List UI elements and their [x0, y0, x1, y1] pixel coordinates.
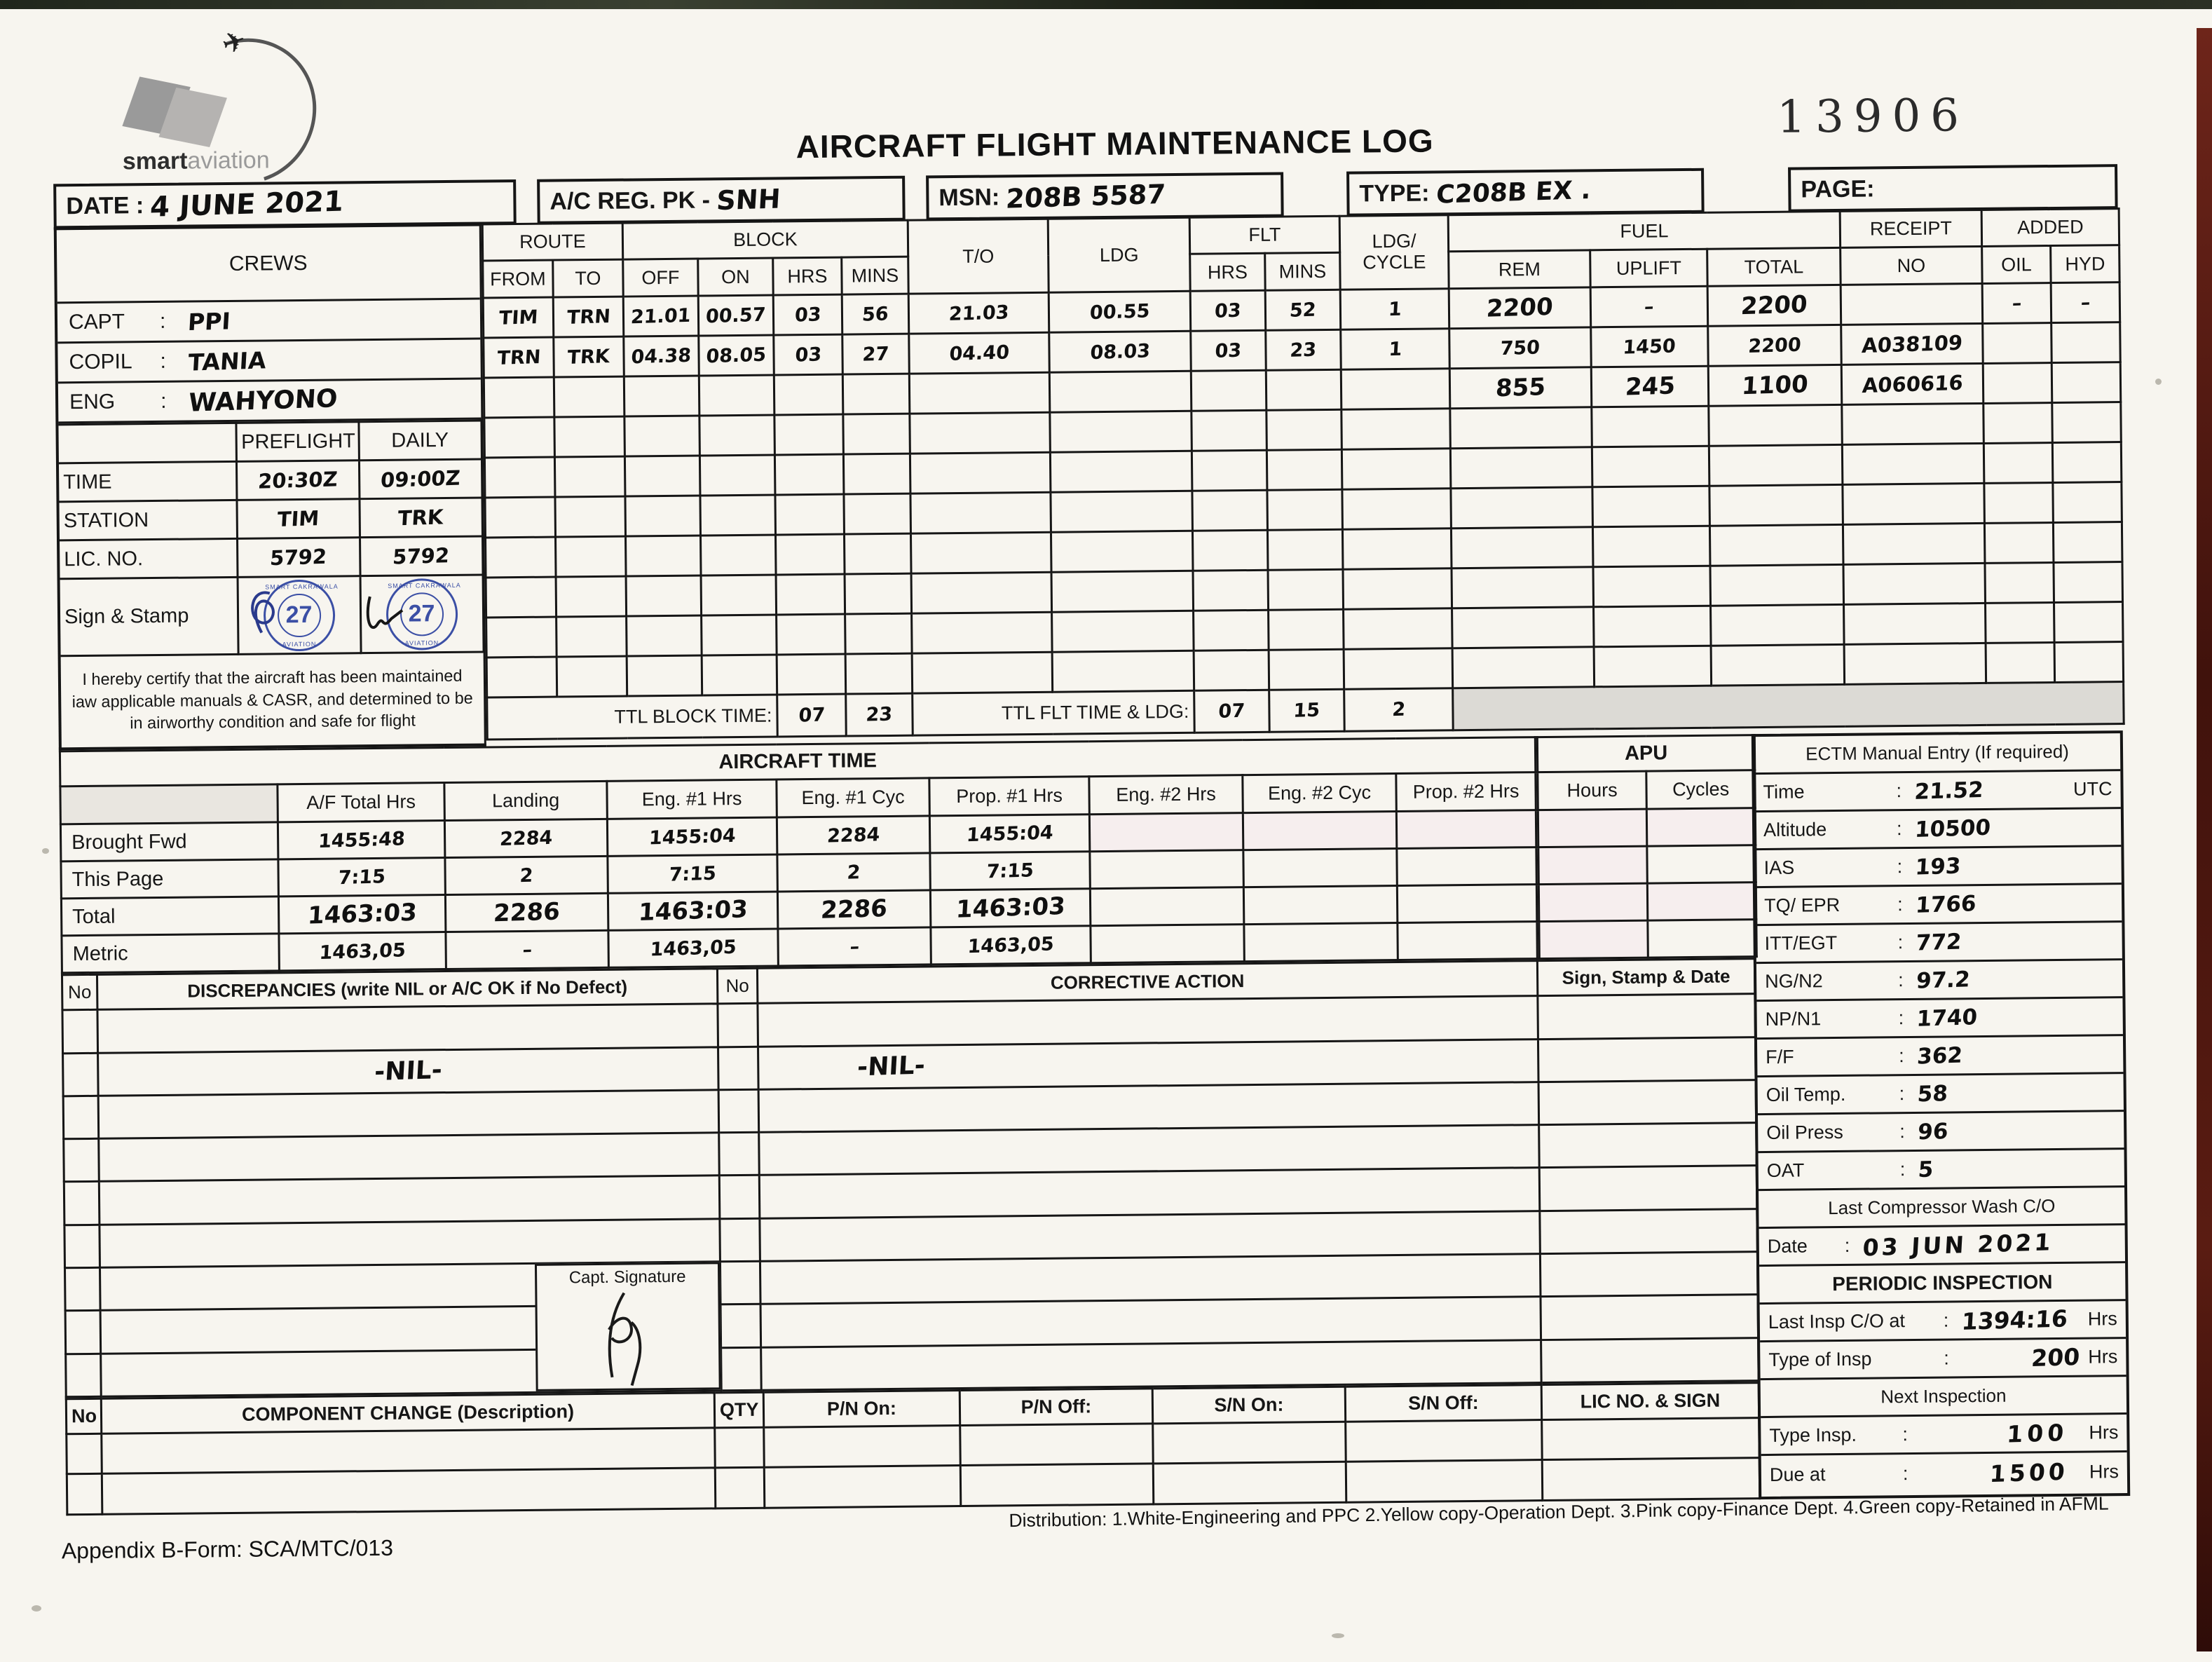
next-inspection-title: Next Inspection	[1761, 1377, 2126, 1418]
fuel-rem-value: 855	[1494, 373, 1547, 403]
totals-gray-cell	[1453, 682, 2124, 730]
fuel-total-value: 2200	[1747, 334, 1802, 357]
ectm-label: Oil Press	[1766, 1121, 1843, 1143]
total-header: TOTAL	[1707, 247, 1841, 286]
value: 2	[519, 864, 534, 887]
flt-header: FLT	[1189, 216, 1339, 254]
daily-header: DAILY	[358, 421, 482, 461]
ectm-label: F/F	[1766, 1046, 1794, 1068]
value: 2284	[826, 823, 881, 847]
no-header: No	[66, 1398, 101, 1433]
ttl-flt-hrs: 07	[1217, 700, 1246, 723]
col-header: Eng. #1 Cyc	[777, 778, 930, 817]
page-field	[1788, 164, 2118, 212]
apu-cycles-header: Cycles	[1646, 770, 1756, 809]
lower-left	[59, 734, 1759, 1515]
to-value: TRK	[567, 345, 611, 369]
uplift-header: UPLIFT	[1590, 249, 1708, 287]
capt-signature	[575, 1287, 681, 1393]
from-value: TRN	[496, 346, 541, 369]
hrs-header: HRS	[773, 257, 842, 295]
col-header: Eng. #2 Hrs	[1089, 775, 1243, 815]
fuel-rem-value: 2200	[1485, 292, 1554, 323]
ttl-block-hrs: 07	[798, 704, 826, 727]
hrs-unit: Hrs	[2087, 1308, 2117, 1330]
flt-mins-value: 23	[1289, 339, 1318, 362]
station-label: STATION	[59, 500, 237, 540]
reg-label: A/C REG. PK -	[549, 186, 711, 215]
pfd-header-row	[58, 421, 482, 463]
ttl-flt-mins: 15	[1292, 699, 1321, 722]
fuel-header: FUEL	[1448, 211, 1841, 251]
apu-row-empty	[1538, 808, 1756, 847]
flight-log-table	[482, 207, 2125, 740]
scan-speck	[42, 848, 49, 854]
ectm-value: 193	[1914, 853, 1962, 880]
ectm-panel	[1752, 730, 2130, 1499]
value: 2	[846, 861, 861, 884]
takeoff-value: 04.40	[948, 341, 1010, 365]
takeoff-value: 21.03	[948, 301, 1010, 325]
flt-hrs-header: HRS	[1190, 253, 1266, 291]
msn-label: MSN:	[938, 183, 1000, 211]
rem-header: REM	[1449, 250, 1590, 289]
ectm-row: OAT : 5	[1759, 1150, 2124, 1191]
landing-value: 08.03	[1089, 339, 1151, 364]
pfd-sign-row	[60, 575, 484, 656]
colon: :	[159, 309, 166, 333]
distribution-note: Distribution: 1.White-Engineering and PPC 2.Yellow copy-Operation Dept. 3.Pink copy-Finance Dept. 4.Green copy-Retained in AFML	[1009, 1492, 2109, 1532]
stamp-arc-text: SMART CAKRAWALA	[265, 582, 339, 591]
value: 7:15	[668, 862, 717, 886]
ectm-value: 362	[1916, 1042, 1963, 1070]
ectm-value: 10500	[1913, 815, 1992, 843]
ectm-row: NG/N2 : 97.2	[1756, 960, 2122, 1002]
form-body	[54, 207, 2131, 1515]
stamp-arc-text: SMART CAKRAWALA	[388, 581, 461, 590]
sn-off-header: S/N Off:	[1345, 1385, 1541, 1422]
on-header: ON	[698, 258, 774, 296]
on-value: 08.05	[705, 343, 767, 367]
scan-speck	[2155, 379, 2162, 385]
colon: :	[160, 389, 167, 413]
to-value: TRN	[566, 305, 611, 329]
value: 1455:48	[317, 827, 406, 852]
receipt-value: A060616	[1861, 370, 1964, 398]
preflight-signature	[243, 580, 292, 644]
fuel-uplift-value: –	[1644, 295, 1655, 318]
due-at-label: Due at	[1769, 1463, 1826, 1485]
type-of-insp-label: Type of Insp	[1768, 1348, 1872, 1370]
ectm-row: Altitude : 10500	[1755, 809, 2121, 850]
preflight-stamp-cell	[243, 577, 355, 653]
ectm-row: IAS : 193	[1755, 847, 2121, 888]
apu-row-empty	[1538, 883, 1756, 922]
flt-mins-value: 52	[1289, 299, 1317, 322]
colon: :	[160, 349, 167, 373]
hrs-unit: Hrs	[2088, 1346, 2118, 1368]
lic-daily: 5792	[392, 543, 451, 569]
form-reference: Appendix B-Form: SCA/MTC/013	[61, 1534, 394, 1564]
col-header: Landing	[444, 781, 608, 820]
qty-header: QTY	[714, 1392, 763, 1428]
next-type-value: 100	[2006, 1418, 2069, 1448]
component-change-header: COMPONENT CHANGE (Description)	[101, 1393, 714, 1433]
logo-word-bold: smart	[122, 147, 188, 175]
scan-edge-right	[2197, 28, 2212, 1651]
ectm-value: 1766	[1915, 890, 1977, 918]
hyd-header: HYD	[2051, 245, 2120, 283]
daily-signature	[362, 582, 412, 646]
no-header: No	[62, 974, 97, 1010]
value: 7:15	[985, 859, 1035, 883]
to-col-header: TO	[553, 259, 624, 297]
scan-edge-top	[0, 0, 2212, 9]
apu-row-empty	[1539, 920, 1757, 959]
fuel-rem-value: 750	[1499, 336, 1541, 360]
receipt-value: A038109	[1861, 330, 1963, 358]
ectm-row: Oil Temp. : 58	[1757, 1074, 2123, 1115]
pfd-lic-row	[60, 536, 483, 579]
ectm-value: 58	[1916, 1080, 1948, 1107]
ectm-label: Time	[1763, 781, 1805, 803]
block-header: BLOCK	[622, 220, 908, 259]
from-header: FROM	[483, 260, 554, 298]
compressor-wash-title: Last Compressor Wash C/O	[1759, 1187, 2124, 1229]
value: 2286	[820, 894, 889, 925]
type-of-insp-value: 200	[2030, 1342, 2081, 1372]
capt-signature-label: Capt. Signature	[568, 1267, 686, 1288]
periodic-inspection-title: PERIODIC INSPECTION	[1759, 1263, 2125, 1305]
eng-name: WAHYONO	[187, 383, 339, 418]
ectm-title: ECTM Manual Entry (If required)	[1754, 733, 2120, 775]
mins-value: 27	[861, 343, 890, 366]
cycle-value: 1	[1388, 338, 1402, 360]
ectm-label: TQ/ EPR	[1763, 894, 1841, 916]
row-label: Metric	[62, 934, 279, 973]
value: 2284	[499, 826, 554, 850]
row-label: Brought Fwd	[60, 822, 278, 861]
next-type-label: Type Insp.	[1769, 1424, 1857, 1446]
sn-on-header: S/N On:	[1152, 1387, 1345, 1424]
utc-unit: UTC	[2073, 778, 2112, 800]
ectm-row: NP/N1 : 1740	[1756, 998, 2122, 1040]
fuel-total-value: 2200	[1740, 290, 1808, 321]
sign-stamp-label: Sign & Stamp	[60, 577, 238, 655]
last-insp-value: 1394:16	[1960, 1305, 2069, 1335]
ttl-flt-label: TTL FLT TIME & LDG:	[913, 690, 1195, 735]
lic-sign-header: LIC NO. & SIGN	[1541, 1383, 1759, 1420]
mins-header: MINS	[842, 257, 909, 294]
apu-header-row	[1538, 770, 1756, 810]
time-preflight: 20:30Z	[257, 466, 339, 493]
hrs-unit: Hrs	[2089, 1422, 2119, 1443]
capt-row	[57, 300, 481, 344]
crews-panel	[54, 224, 486, 751]
logo-word-light: aviation	[187, 147, 270, 175]
no-header: No	[717, 968, 757, 1004]
lower-section	[59, 730, 2130, 1515]
preflight-header: PREFLIGHT	[235, 422, 359, 462]
form-serial-number: 13906	[1776, 90, 1969, 144]
oil-value: –	[2011, 292, 2023, 315]
row-label: This Page	[61, 859, 278, 899]
time-daily: 09:00Z	[379, 465, 461, 492]
hrs-value: 03	[793, 303, 822, 327]
col-header: Eng. #1 Hrs	[607, 779, 777, 819]
daily-stamp-cell	[365, 576, 478, 653]
off-value: 21.01	[630, 304, 692, 328]
last-insp-row: Last Insp C/O at : 1394:16 Hrs	[1760, 1301, 2126, 1342]
apu-table	[1536, 734, 1758, 960]
ectm-label: NG/N2	[1765, 970, 1823, 992]
aircraft-time-title: AIRCRAFT TIME	[60, 737, 1535, 786]
stamp-arc-text: AVIATION	[404, 639, 439, 647]
type-label: TYPE:	[1359, 179, 1430, 207]
fuel-uplift-value: 1450	[1623, 334, 1677, 359]
stamp-arc-text: AVIATION	[282, 640, 317, 648]
plane-icon: ✈	[218, 24, 250, 62]
due-at-value: 1500	[1988, 1457, 2070, 1487]
aircraft-time-band	[59, 734, 1754, 974]
ectm-value: 1740	[1916, 1004, 1979, 1032]
pfd-time-row	[59, 459, 482, 502]
pn-off-header: P/N Off:	[960, 1389, 1152, 1426]
flight-log-band	[54, 207, 2123, 750]
apu-row-empty	[1538, 845, 1756, 885]
date-value: 4 JUNE 2021	[149, 185, 345, 224]
discrepancies-table	[61, 958, 1760, 1398]
corrective-action-header: CORRECTIVE ACTION	[757, 961, 1537, 1004]
landing-value: 00.55	[1088, 299, 1151, 324]
airworthiness-certification-text: I hereby certify that the aircraft has been maintained iaw applicable manuals & CASR, and determined to be in airworthy condition and safe for flight	[71, 666, 473, 733]
value: –	[849, 935, 860, 958]
aircraft-reg-field	[537, 176, 906, 224]
fuel-uplift-value: 245	[1624, 372, 1676, 402]
from-value: TIM	[498, 306, 539, 329]
component-change-table	[65, 1382, 1761, 1515]
receipt-header: RECEIPT	[1840, 210, 1981, 247]
mins-value: 56	[861, 303, 889, 326]
value: 1463,05	[967, 932, 1055, 958]
msn-field	[926, 172, 1284, 221]
ectm-value: 772	[1915, 929, 1962, 956]
on-value: 00.57	[705, 304, 767, 327]
reg-value: SNH	[716, 183, 781, 217]
ectm-label: Oil Temp.	[1766, 1083, 1846, 1105]
ectm-value: 5	[1917, 1156, 1934, 1183]
ldg-cycle-header: LDG/ CYCLE	[1339, 215, 1449, 290]
aircraft-time-table	[59, 736, 1538, 974]
msn-value: 208B 5587	[1005, 178, 1167, 214]
scan-speck	[32, 1605, 41, 1612]
ectm-time-row: Time : 21.52 UTC	[1754, 771, 2120, 812]
page-title: AIRCRAFT FLIGHT MAINTENANCE LOG	[796, 122, 1434, 165]
off-header: OFF	[623, 259, 699, 297]
cycle-value: 1	[1387, 298, 1402, 320]
ectm-value: 97.2	[1916, 966, 1971, 994]
ectm-row: TQ/ EPR : 1766	[1756, 885, 2122, 926]
ttl-block-label: TTL BLOCK TIME:	[487, 695, 778, 740]
eng-row	[58, 380, 482, 424]
capt-signature-box	[535, 1262, 721, 1391]
receipt-no-header: NO	[1841, 246, 1982, 285]
ldg-header: LDG	[1048, 217, 1190, 292]
lic-label: LIC. NO.	[60, 538, 238, 578]
discrepancies-header: DISCREPANCIES (write NIL or A/C OK if No Defect)	[97, 969, 717, 1010]
eng-label: ENG	[69, 390, 116, 414]
sign-stamp-date-header: Sign, Stamp & Date	[1537, 959, 1754, 996]
lic-preflight: 5792	[269, 544, 328, 570]
nil-entry: -NIL-	[373, 1056, 443, 1087]
oil-header: OIL	[1982, 246, 2051, 284]
ectm-row: ITT/EGT : 772	[1756, 922, 2122, 964]
pn-on-header: P/N On:	[763, 1391, 960, 1428]
ttl-ldg-count: 2	[1391, 698, 1406, 721]
flt-mins-header: MINS	[1265, 252, 1341, 290]
col-header: Prop. #1 Hrs	[929, 777, 1090, 816]
nil-entry: -NIL-	[856, 1051, 926, 1082]
ectm-row: Oil Press : 96	[1758, 1112, 2124, 1153]
apu-title: APU	[1537, 735, 1754, 772]
pfd-station-row	[59, 498, 482, 540]
ectm-label: Altitude	[1763, 819, 1827, 840]
flt-hrs-value: 03	[1214, 299, 1242, 322]
smart-aviation-logo	[111, 24, 302, 178]
next-type-row: Type Insp. : 100 Hrs	[1761, 1415, 2126, 1456]
copil-name: TANIA	[187, 346, 267, 376]
hyd-value: –	[2080, 291, 2091, 314]
col-header: Eng. #2 Cyc	[1243, 774, 1397, 813]
off-value: 04.38	[630, 344, 692, 368]
value: –	[521, 939, 533, 961]
col-header: Prop. #2 Hrs	[1396, 772, 1536, 812]
copil-label: COPIL	[69, 350, 132, 374]
compressor-wash-date-row: Date : 03 JUN 2021	[1759, 1225, 2125, 1267]
station-daily: TRK	[397, 504, 444, 530]
fuel-total-value: 1100	[1741, 370, 1810, 401]
ttl-block-mins: 23	[865, 703, 894, 726]
preflight-daily-table	[58, 420, 484, 658]
stamp-number: 27	[277, 593, 321, 637]
apu-title-row	[1537, 735, 1754, 772]
col-header: A/F Total Hrs	[278, 783, 445, 822]
capt-name: PPI	[186, 306, 231, 336]
ectm-label: IAS	[1763, 857, 1795, 878]
value: 7:15	[337, 865, 386, 889]
hrs-value: 03	[794, 343, 822, 367]
hrs-unit: Hrs	[2089, 1460, 2119, 1483]
value: 1463:03	[637, 895, 749, 927]
value: 1463,05	[318, 939, 407, 964]
ectm-label: ITT/EGT	[1764, 932, 1838, 954]
value: 2286	[493, 897, 561, 928]
type-value: C208B EX .	[1435, 175, 1592, 210]
type-of-insp-row: Type of Insp : 200 Hrs	[1760, 1339, 2126, 1380]
station-preflight: TIM	[276, 505, 320, 531]
apu-hours-header: Hours	[1538, 771, 1647, 810]
wash-date-value: 03 JUN 2021	[1862, 1228, 2054, 1262]
ectm-row: F/F : 362	[1757, 1036, 2123, 1077]
date-label: Date	[1767, 1235, 1808, 1257]
added-header: ADDED	[1981, 209, 2119, 247]
to-header: T/O	[908, 219, 1049, 294]
row-label: Total	[61, 897, 278, 936]
value: 1455:04	[648, 824, 737, 850]
discrepancies-band	[61, 958, 1758, 1398]
page-label: PAGE:	[1801, 175, 1875, 203]
value: 1463,05	[649, 936, 737, 961]
value: 1463:03	[955, 892, 1066, 924]
copil-row	[57, 340, 481, 384]
ectm-label: OAT	[1766, 1159, 1805, 1181]
last-insp-label: Last Insp C/O at	[1768, 1310, 1906, 1333]
date-field	[53, 179, 517, 229]
date-label: DATE :	[66, 191, 144, 219]
value: 1463:03	[306, 898, 418, 930]
logo-wordmark	[123, 147, 270, 175]
scan-speck	[1332, 1633, 1344, 1638]
ectm-value: 21.52	[1913, 777, 1984, 805]
time-label: TIME	[59, 461, 237, 501]
flt-hrs-value: 03	[1214, 339, 1243, 362]
route-header: ROUTE	[482, 223, 622, 261]
ectm-label: NP/N1	[1765, 1008, 1822, 1030]
type-field	[1346, 168, 1705, 217]
ectm-value: 96	[1917, 1118, 1949, 1145]
capt-label: CAPT	[68, 310, 125, 334]
due-at-row: Due at : 1500 Hrs	[1769, 1457, 2119, 1487]
stamp-number: 27	[400, 592, 444, 636]
crews-title: CREWS	[57, 226, 480, 304]
value: 1455:04	[965, 821, 1054, 846]
